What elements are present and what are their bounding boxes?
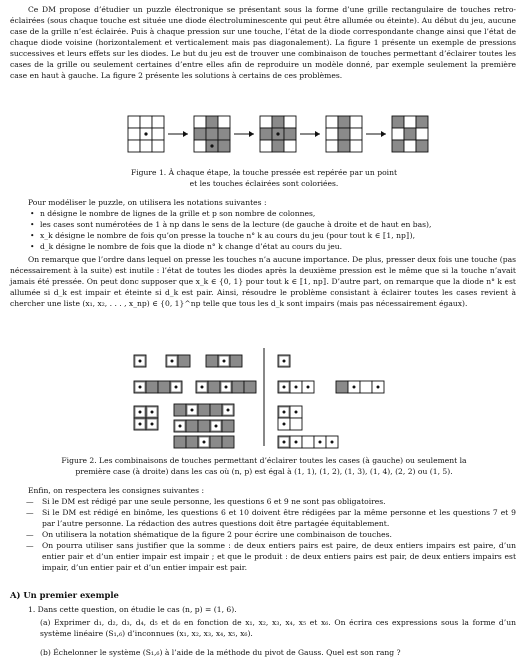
figure-2-caption-line-1: Figure 2. Les combinaisons de touches permettant d’éclairer toutes les cases (à gauche) ou seulement la [61, 456, 467, 465]
solution-cell [210, 436, 222, 448]
pressed-key-dot [283, 423, 286, 426]
notation-item: • n désigne le nombre de lignes de la grille et p son nombre de colonnes, [30, 208, 516, 219]
pressed-key-dot [151, 423, 154, 426]
pressed-key-dot [171, 360, 174, 363]
solution-cell [222, 436, 234, 448]
solution-cell [186, 420, 198, 432]
pressed-key-dot [179, 425, 182, 428]
pressed-key-dot [223, 360, 226, 363]
consigne-item: — Si le DM est rédigé par une seule personne, les questions 6 et 9 ne sont pas obligatoires. [26, 496, 516, 507]
pressed-key-dot [283, 360, 286, 363]
pressed-key-dot [139, 423, 142, 426]
remarque-paragraph: On remarque que l’ordre dans lequel on presse les touches n’a aucune importance. De plus, presser deux fois une touche (pas nécessairement à la suite) est inutile : l’état de toutes les diodes après la deuxième pression est le même que si la touche n’avait jamais été pressée. On peut donc supposer que x_k ∈ {0, 1} pour tout k ∈ ⟦1, np⟧. D’autre part, on remarque que la diode n° k est allumée si d_k est impair et éteinte si d_k est pair. Ainsi, résoudre le problème consistant à éclairer toutes les cases revient à chercher une liste (x₁, x₂, . . . , x_np) ∈ {0, 1}^np telle que tous les d_k sont impairs (mais pas nécessairement égaux). [10, 255, 516, 308]
question-1b: (b) Échelonner le système (S₁,₆) à l’aide de la méthode du pivot de Gauss. Quel est son rang ? [40, 648, 401, 657]
pressed-key-dot [283, 441, 286, 444]
pressed-key-dot [139, 411, 142, 414]
solution-cell [174, 436, 186, 448]
consignes-list [26, 496, 516, 573]
solution-cell [336, 381, 348, 393]
solution-cell [210, 404, 222, 416]
pressed-key-dot [295, 441, 298, 444]
solution-cell [222, 420, 234, 432]
consigne-item: — Si le DM est rédigé en binôme, les questions 6 et 10 doivent être rédigées par la même personne et les questions 7 et 9 par l’autre personne. La rédaction des autres questions doit être partagée équitablement. [26, 507, 516, 529]
consignes-lead: Enfin, on respectera les consignes suivantes : [28, 486, 205, 495]
figure-2-caption-line-2: première case (à droite) dans les cas où (n, p) est égal à (1, 1), (1, 2), (1, 3), (1, 4), (2, 2) ou (1, 5). [75, 467, 453, 476]
pressed-key-dot [139, 386, 142, 389]
solution-cell [230, 355, 242, 367]
pressed-key-dot [295, 411, 298, 414]
solution-cell [198, 420, 210, 432]
solution-cell [302, 436, 314, 448]
question-1: 1. Dans cette question, on étudie le cas (n, p) = (1, 6). [28, 605, 237, 614]
solution-cell [198, 404, 210, 416]
solution-cell [206, 355, 218, 367]
pressed-key-dot [151, 411, 154, 414]
section-heading: A) Un premier exemple [10, 590, 119, 600]
solution-cell [146, 381, 158, 393]
pressed-key-dot [353, 386, 356, 389]
pressed-key-dot [227, 409, 230, 412]
solution-cell [158, 381, 170, 393]
solution-cell [360, 381, 372, 393]
figure-1-caption-line-1: Figure 1. À chaque étape, la touche pressée est repérée par un point [130, 168, 398, 177]
intro-paragraph: Ce DM propose d’étudier un puzzle électronique se présentant sous la forme d’une grille rectangulaire de touches retro-éclairées (sous chaque touche est située une diode électroluminescente qui peut être allumée ou éteinte). Au début du jeu, aucune case de la grille n’est éclairée. Puis à chaque pression sur une touche, l’état de la diode correspondante change ainsi que l’état de chaque diode voisine (horizontalement et verticalement mais pas diagonalement). La figure 1 présente un exemple de pressions successives et leurs effets sur les diodes. Le but du jeu est de trouver une combinaison de touches permettant d’éclairer toutes les cases de la grille ou seulement certaines d’entre elles afin de reproduire un modèle donné, par exemple seulement la première case en haut à gauche. La figure 2 présente les solutions à certains de ces problèmes. [10, 5, 516, 80]
solution-cell [290, 418, 302, 430]
notation-item: • d_k désigne le nombre de fois que la diode n° k change d’état au cours du jeu. [30, 241, 516, 252]
consigne-item: — On utilisera la notation shématique de la figure 2 pour écrire une combinaison de touches. [26, 529, 516, 540]
pressed-key-dot [175, 386, 178, 389]
pressed-key-dot [215, 425, 218, 428]
notation-item: • x_k désigne le nombre de fois qu’on presse la touche n° k au cours du jeu (pour tout k ∈ ⟦1, np⟧), [30, 230, 516, 241]
solution-cell [174, 404, 186, 416]
pressed-key-dot [377, 386, 380, 389]
pressed-key-dot [191, 409, 194, 412]
pressed-key-dot [225, 386, 228, 389]
pressed-key-dot [283, 411, 286, 414]
figure-1-caption-line-2: et les touches éclairées sont coloriées. [189, 179, 339, 188]
pressed-key-dot [331, 441, 334, 444]
pressed-key-dot [319, 441, 322, 444]
question-1a: (a) Exprimer d₁, d₂, d₃, d₄, d₅ et d₆ en fonction de x₁, x₂, x₃, x₄, x₅ et x₆. On écrira ces expressions sous la forme d’un système linéaire (S₁,₆) d’inconnues (x₁, x₂, x₃, x₄, x₅, x₆). [40, 618, 516, 638]
solution-cell [186, 436, 198, 448]
solution-cell [244, 381, 256, 393]
pressed-key-dot [201, 386, 204, 389]
solution-cell [178, 355, 190, 367]
consigne-item: — On pourra utiliser sans justifier que la somme : de deux entiers pairs est paire, de deux entiers impairs est paire, d’un entier pair et d’un entier impair est impair ; et que le produit : de deux entiers pairs est pair, de deux entiers impairs est impair, d’un entier pair et d’un entier impair est pair. [26, 540, 516, 573]
pressed-key-dot [283, 386, 286, 389]
solution-cell [208, 381, 220, 393]
pressed-key-dot [139, 360, 142, 363]
pressed-key-dot [307, 386, 310, 389]
solution-cell [232, 381, 244, 393]
pressed-key-dot [203, 441, 206, 444]
notation-item: • les cases sont numérotées de 1 à np dans le sens de la lecture (de gauche à droite et de haut en bas), [30, 219, 516, 230]
modelisation-lead: Pour modéliser le puzzle, on utilisera les notations suivantes : [28, 198, 267, 207]
pressed-key-dot [295, 386, 298, 389]
